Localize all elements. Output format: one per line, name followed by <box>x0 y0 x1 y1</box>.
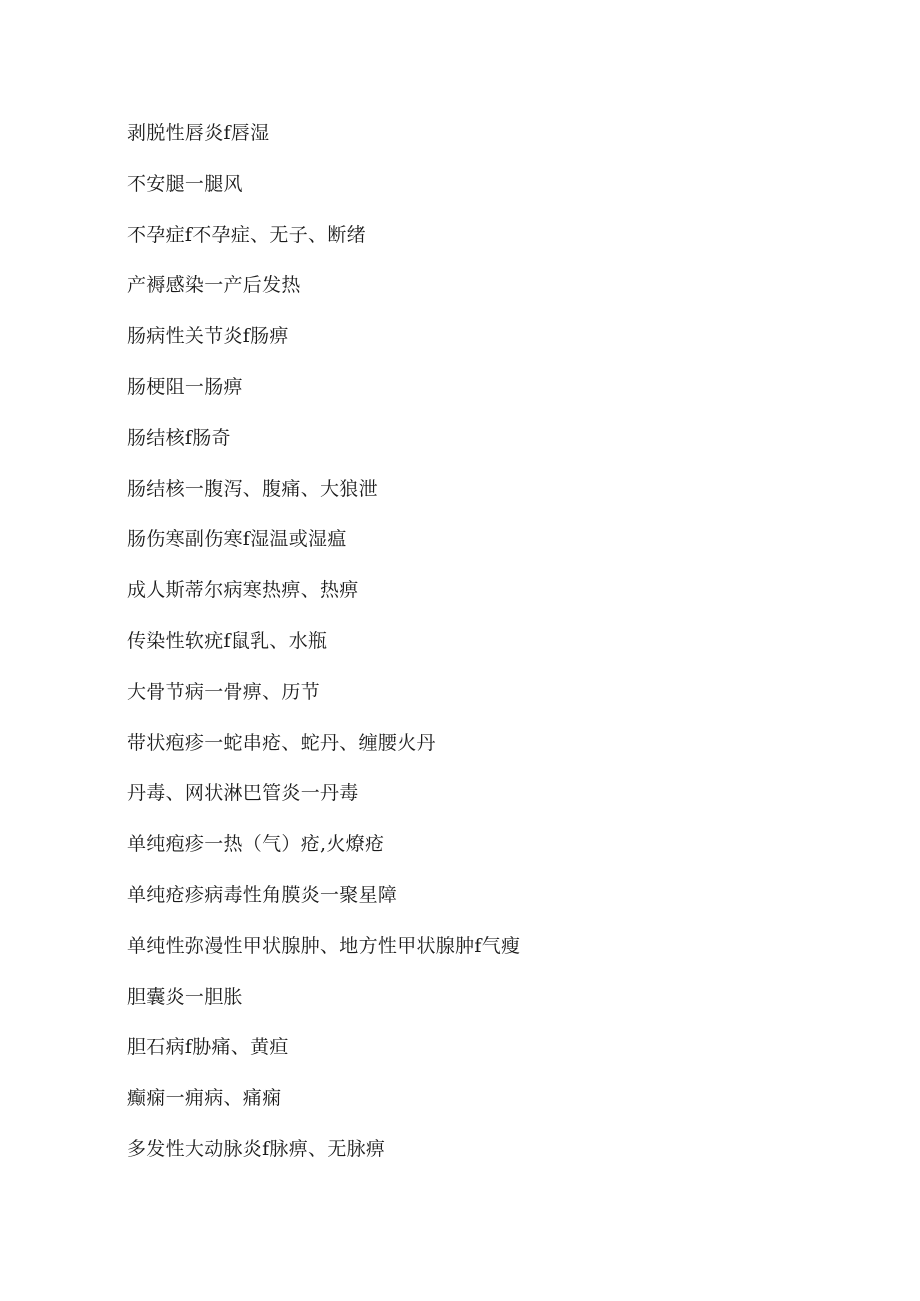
list-item: 胆囊炎一胆胀 <box>127 985 243 1008</box>
list-item: 不安腿一腿风 <box>127 172 243 195</box>
list-item: 胆石病f胁痛、黄疸 <box>127 1036 289 1059</box>
disease-entry-list <box>127 117 520 1184</box>
list-item: 丹毒、网状淋巴管炎一丹毒 <box>127 782 359 805</box>
list-item: 大骨节病一骨痹、历节 <box>127 680 321 703</box>
list-item: 不孕症f不孕症、无子、断绪 <box>127 223 366 246</box>
list-item: 肠病性关节炎f肠痹 <box>127 325 289 348</box>
list-item: 肠梗阻一肠痹 <box>127 375 243 398</box>
list-item: 肠结核f肠奇 <box>127 426 231 449</box>
list-item: 多发性大动脉炎f脉痹、无脉痹 <box>127 1137 386 1160</box>
list-item: 产褥感染一产后发热 <box>127 274 301 297</box>
list-item: 癫痫一痈病、痛痫 <box>127 1087 282 1110</box>
list-item: 带状疱疹一蛇串疮、蛇丹、缠腰火丹 <box>127 731 436 754</box>
list-item: 单纯疱疹一热（气）疮,火燎疮 <box>127 833 385 856</box>
list-item: 肠结核一腹泻、腹痛、大狼泄 <box>127 477 378 500</box>
list-item: 单纯疮疹病毒性角膜炎一聚星障 <box>127 883 398 906</box>
list-item: 单纯性弥漫性甲状腺肿、地方性甲状腺肿f气瘦 <box>127 934 521 957</box>
list-item: 传染性软疣f鼠乳、水瓶 <box>127 629 328 652</box>
list-item: 剥脱性唇炎f唇湿 <box>127 122 270 144</box>
list-item: 成人斯蒂尔病寒热痹、热痹 <box>127 579 359 602</box>
list-item: 肠伤寒副伤寒f湿温或湿瘟 <box>127 528 347 551</box>
